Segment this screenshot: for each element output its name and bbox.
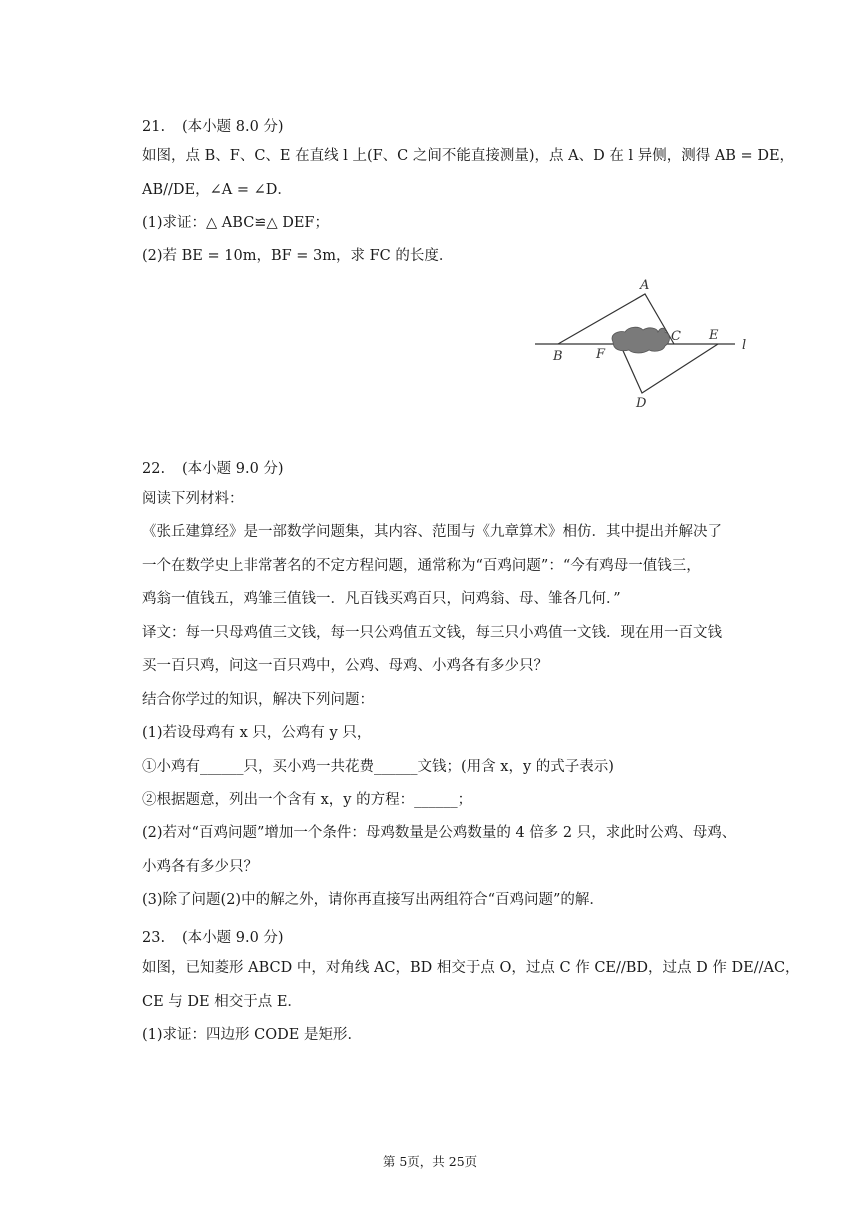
label-A: A — [640, 278, 650, 293]
q21-line-1: 如图，点 B、F、C、E 在直线 l 上(F、C 之间不能直接测量)，点 A、D 在 l 异侧，测得 AB = DE， — [142, 148, 795, 164]
q22-line-5: 译文：每一只母鸡值三文钱，每一只公鸡值五文钱，每三只小鸡值一文钱．现在用一百文钱 — [142, 625, 722, 641]
q22-line-11: (2)若对“百鸡问题”增加一个条件：母鸡数量是公鸡数量的 4 倍多 2 只，求此时公鸡、母鸡、 — [142, 825, 737, 841]
q23-line-1: 如图，已知菱形 ABCD 中，对角线 AC，BD 相交于点 O，过点 C 作 CE//BD，过点 D 作 DE//AC， — [142, 960, 800, 976]
q22-points: (本小题 9.0 分) — [182, 461, 284, 477]
label-F: F — [596, 347, 606, 362]
q22-header — [142, 457, 284, 478]
q22-line-9: ①小鸡有______只，买小鸡一共花费______文钱；(用含 x，y 的式子表示) — [142, 759, 614, 775]
cloud-obstruction — [612, 327, 669, 353]
q21-number: 21. — [142, 119, 166, 135]
q23-number: 23. — [142, 930, 166, 946]
q22-line-1: 阅读下列材料： — [142, 491, 244, 507]
label-E: E — [709, 328, 719, 343]
q23-points: (本小题 9.0 分) — [182, 930, 284, 946]
label-B: B — [553, 349, 563, 364]
q22-line-8: (1)若设母鸡有 x 只，公鸡有 y 只， — [142, 725, 372, 741]
q22-line-6: 买一百只鸡，问这一百只鸡中，公鸡、母鸡、小鸡各有多少只？ — [142, 658, 548, 674]
q23-header — [142, 926, 284, 947]
label-C: C — [671, 329, 681, 344]
page-footer: 第 5页，共 25页 — [382, 1154, 478, 1169]
q22-line-2: 《张丘建算经》是一部数学问题集，其内容、范围与《九章算术》相仿．其中提出并解决了 — [142, 524, 722, 540]
q21-part-1: (1)求证：△ ABC≌△ DEF； — [142, 215, 329, 231]
q21-line-2: AB//DE，∠A = ∠D． — [142, 182, 292, 198]
label-D: D — [636, 396, 647, 411]
q23-part-1: (1)求证：四边形 CODE 是矩形． — [142, 1027, 362, 1043]
q21-points: (本小题 8.0 分) — [182, 119, 284, 135]
q21-figure — [525, 270, 765, 415]
q23-line-2: CE 与 DE 相交于点 E． — [142, 994, 302, 1010]
q22-number: 22. — [142, 461, 166, 477]
q22-line-12: 小鸡各有多少只？ — [142, 859, 258, 875]
q21-part-2: (2)若 BE = 10m，BF = 3m，求 FC 的长度． — [142, 248, 454, 264]
q22-line-7: 结合你学过的知识，解决下列问题： — [142, 692, 374, 708]
q21-header — [142, 115, 284, 136]
q22-line-4: 鸡翁一值钱五，鸡雏三值钱一．凡百钱买鸡百只，问鸡翁、母、雏各几何．” — [142, 591, 621, 607]
q22-line-3: 一个在数学史上非常著名的不定方程问题，通常称为“百鸡问题”：“今有鸡母一值钱三， — [142, 558, 701, 574]
q22-line-10: ②根据题意，列出一个含有 x，y 的方程：______； — [142, 792, 473, 808]
label-l: l — [742, 338, 747, 353]
q22-line-13: (3)除了问题(2)中的解之外，请你再直接写出两组符合“百鸡问题”的解． — [142, 892, 604, 908]
